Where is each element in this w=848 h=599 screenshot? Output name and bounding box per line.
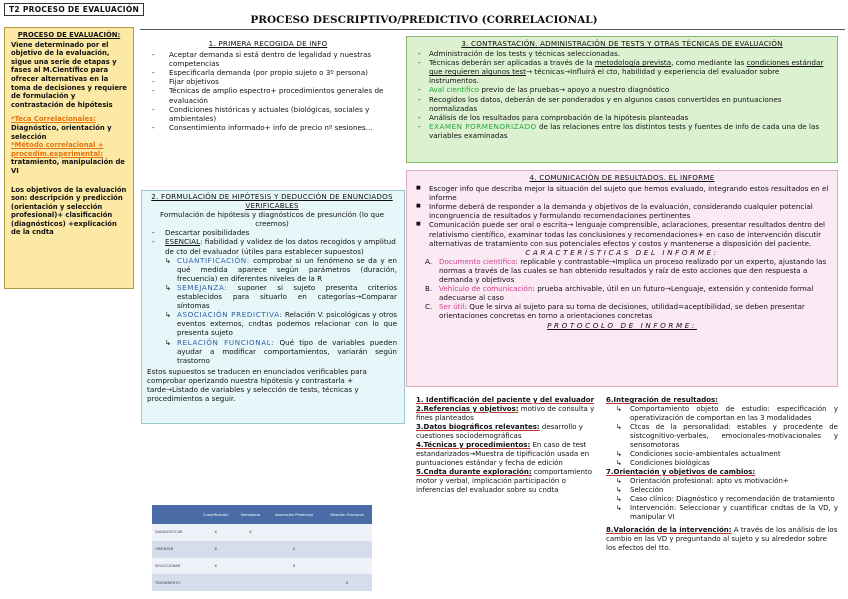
table-cell: DIAGNOSTICAR: [152, 524, 196, 541]
list-text: → técnicas→Influirá el cto, habilidad y experiencia del evaluador sobre instrumentos.: [429, 67, 780, 86]
essential-label: ESENCIAL: [165, 237, 201, 247]
section-2-outro: Estos supuestos se traducen en enunciados verificables para comprobar operizando nuestra hipótesis y contrastarla + tarde→Listado de variables y selección de tests, técnicas y procedimientos a seguir.: [147, 366, 367, 404]
arrow-bullet-icon: ↳: [616, 405, 622, 413]
section-4-heading: 4. COMUNICACIÓN DE RESULTADOS. EL INFORME: [529, 173, 715, 182]
protocol-item-label: 3.Datos biográficos relevantes:: [416, 423, 540, 431]
table-cell: X: [235, 524, 266, 541]
table-cell: [196, 574, 235, 591]
list-key: Aval científico: [429, 85, 480, 95]
arrow-bullet-icon: ↳: [616, 504, 622, 512]
list-text: : Que le sirva al sujeto para su toma de decisiones, utilidad=aceptibilidad, se deben presentar orientaciones concretas en torno a orientaciones concretas: [439, 302, 805, 321]
list-text: Intervención: Seleccionar y cuantificar cndtas de la VD, y manipular VI: [630, 504, 838, 521]
list-item: - Especificarla demanda (por propio sujeto o 3º persona): [147, 68, 389, 77]
list-item: - Administración de los tests y técnicas seleccionadas.: [413, 49, 831, 58]
list-key: Vehículo de comunicación: [439, 284, 533, 294]
list-item: ■ Comunicación puede ser oral o escrita→ lenguaje comprensible, aclaraciones, presentar resultados dentro del relativismo científico, examinar todas las conclusiones y recomendaciones+ en caso de intervención discutir alternativas de tratamiento con sus potenciales efectos y costos y mantenerse a disposición del paciente.: [413, 220, 831, 247]
protocol-item-label: 5.Cndta durante exploración:: [416, 468, 532, 476]
list-text: : prueba archivable, útil en un futuro→Lenguaje, extensión y contenido formal adecuarse al caso: [439, 284, 814, 303]
hypothesis-type-text: Relación V. psicológicas y otros eventos externos, cndtas podemos relacionar con lo que presenta sujeto: [177, 310, 397, 338]
table-cell: X: [196, 541, 235, 558]
table-header: [152, 505, 196, 524]
table-cell: [322, 558, 372, 575]
table-row: [152, 524, 372, 541]
list-text: : replicable y contrastable→Implica un proceso realizado por un experto, ajustando las normas a través de las cuales se han obtenido resultados y raíz de esto acciones que den respuesta a demanda y objetivos: [439, 256, 827, 285]
protocol-item-8: [606, 526, 838, 553]
section-2-intro: Formulación de hipótesis y diagnósticos de presunción (lo que creemos): [159, 210, 385, 229]
list-text-underlined: metodología prevista: [594, 58, 672, 68]
list-text: , como mediante las: [671, 58, 747, 68]
hypothesis-type-similarity: [147, 283, 397, 310]
report-characteristics-heading: CARACTERÍSTICAS DEL INFORME:: [525, 247, 719, 257]
section-3-list: [413, 49, 831, 140]
evaluation-objectives-text: Los objetivos de la evaluación son: descripción y predicción (orientación y selección profesional)+ clasificación (diagnósticos) +explicación de la cndta: [11, 185, 127, 237]
protocol-item-text: desarrollo y cuestiones sociodemográficas: [416, 423, 583, 440]
hypothesis-type-label: RELACIÓN FUNCIONAL:: [177, 337, 275, 347]
hypothesis-type-label: CUANTIFICACIÓN:: [177, 255, 250, 265]
unit-tag: T2 PROCESO DE EVALUACIÓN: [4, 3, 144, 16]
list-key: Ser útil: [439, 302, 465, 312]
table-cell: [322, 541, 372, 558]
sidebar-heading: PROCESO DE EVALUACIÓN:: [17, 31, 121, 39]
list-item: [413, 85, 831, 94]
list-item: [606, 486, 838, 495]
hypothesis-type-label: SEMEJANZA:: [177, 282, 228, 292]
arrow-bullet-icon: ↳: [616, 495, 622, 503]
hypothesis-type-text: suponer si sujeto presenta criterios establecidos para situarlo en categorías→Comparar síntomas: [177, 282, 397, 311]
section-3-heading: 3. CONTRASTACIÓN. ADMINISTRACIÓN DE TESTS Y OTRAS TÉCNICAS DE EVALUACIÓN: [461, 39, 783, 48]
list-text: Ctcas de la personalidad: estables y procedente de sistcognitivo-verbales, emocionales-motivacionales y sensomotoras: [630, 423, 838, 449]
title-underline: [140, 29, 845, 30]
protocol-item-3: [416, 423, 598, 441]
report-protocol-heading: PROTOCOLO DE INFORME:: [547, 320, 697, 330]
list-text: previo de las pruebas→ apoyo a nuestro diagnóstico: [479, 85, 670, 95]
section-4-report: [406, 170, 838, 387]
list-item: [413, 58, 831, 85]
list-key: Documento científico: [439, 256, 516, 266]
list-item: [606, 405, 838, 423]
arrow-bullet-icon: ↳: [616, 477, 622, 485]
protocol-item-text: motivo de consulta y fines planteados: [416, 405, 595, 422]
hypothesis-type-predictive: [147, 310, 397, 337]
table-cell: [235, 558, 266, 575]
list-item: - Condiciones históricas y actuales (biológicas, sociales y ambientales): [147, 105, 389, 123]
list-item: [606, 504, 838, 522]
arrow-bullet-icon: ↳: [616, 450, 622, 458]
list-text: de las relaciones entre los distintos tests y fuentes de info de cada una de las variables examinadas: [429, 121, 820, 140]
list-item: [606, 459, 838, 468]
section-1-list: [147, 50, 389, 132]
table-cell: SELECCIONAR: [152, 558, 196, 575]
protocol-item-6: 6.Integración de resultados:: [606, 396, 718, 404]
list-text: Condiciones biológicas: [630, 459, 710, 467]
protocol-item-7: 7.Orientación y objetivos de cambios:: [606, 468, 756, 476]
protocol-item-4: [416, 441, 598, 468]
list-item: [606, 495, 838, 504]
arrow-bullet-icon: ↳: [616, 459, 622, 467]
correlational-techniques-label: *Teca Correlacionales:: [11, 115, 96, 124]
essential-text: : fiabilidad y validez de los datos recogidos y amplitud de cto del evaluador (útiles para establecer supuestos): [165, 237, 396, 256]
hypothesis-type-text: Qué tipo de variables pueden ayudar a modificar comportamientos, variarán según trastorno: [177, 337, 398, 365]
list-item: - Recogidos los datos, deberán de ser ponderados y en algunos casos convertidos en puntuaciones normalizadas: [413, 95, 831, 113]
section-2-list: [147, 228, 397, 255]
list-item: ■ Informe deberá de responder a la demanda y objetivos de la evaluación, considerando cualquier potencial incongruencia de resultados y formulando recomendaciones pertinentes: [413, 202, 831, 220]
table-cell: TRATAMIENTO: [152, 574, 196, 591]
hypothesis-type-text: comprobar si un fenómeno se da y en qué medida aparece según parámetros (duración, frecuencia) en diferentes niveles de la R: [177, 255, 397, 283]
table-row: [152, 574, 372, 591]
table-header: Cuantificación: [196, 505, 235, 524]
list-text: Orientación profesional: apto vs motivación+: [630, 477, 789, 485]
table-header: Asociación Predictiva: [266, 505, 322, 524]
list-item: - Consentimiento informado+ info de precio nº sesiones…: [147, 123, 389, 132]
protocol-item-text: comportamiento motor y verbal, implicación participación o inferencias del evaluador sobre su cndta: [416, 468, 593, 494]
evaluation-process-sidebar: [4, 27, 134, 289]
table-cell: [235, 574, 266, 591]
arrow-bullet-icon: ↳: [165, 255, 172, 265]
protocol-item-1: 1. Identificación del paciente y del evaluador: [416, 396, 595, 404]
protocol-item-label: 8.Valoración de la intervención:: [606, 526, 732, 534]
list-item: - Aceptar demanda si está dentro de legalidad y nuestras competencias: [147, 50, 389, 68]
hypothesis-type-label: ASOCIACIÓN PREDICTIVA:: [177, 310, 283, 320]
table-cell: ORIENTAR: [152, 541, 196, 558]
objectives-table: [152, 505, 372, 591]
list-text: Selección: [630, 486, 664, 494]
protocol-item-text: En caso de test estandarizados→Muestra de tipificación usada en puntuaciones estándar y fecha de edición: [416, 441, 590, 467]
section-1-heading: 1. PRIMERA RECOGIDA DE INFO: [208, 39, 328, 48]
sidebar-intro: Viene determinado por el objetivo de la evaluación, sigue una serie de etapas y fases al M.Científico para ofrecer alternativas en la toma de decisiones y requiere de formulación y contrastación de hipótesis: [11, 40, 127, 109]
table-row: [152, 558, 372, 575]
correlational-method-label: *Método correlacional + procedim.experimental:: [11, 141, 104, 158]
table-cell: X: [196, 558, 235, 575]
protocol-item-label: 2.Referencias y objetivos:: [416, 405, 519, 413]
arrow-bullet-icon: ↳: [165, 310, 172, 320]
arrow-bullet-icon: ↳: [616, 486, 622, 494]
list-item: [413, 122, 831, 140]
list-marker: C.: [425, 302, 433, 312]
table-cell: X: [196, 524, 235, 541]
protocol-left-column: [412, 394, 602, 598]
list-item: - Técnicas de amplio espectro+ procedimientos generales de evaluación: [147, 86, 389, 104]
arrow-bullet-icon: ↳: [165, 337, 172, 347]
list-item: - Descartar posibilidades: [147, 228, 397, 237]
protocol-item-label: 4.Técnicas y procedimientos:: [416, 441, 531, 449]
hypothesis-type-functional: [147, 338, 397, 365]
table-header-row: [152, 505, 372, 524]
list-key: EXAMEN PORMENORIZADO: [429, 121, 537, 131]
list-item: [413, 302, 831, 320]
list-item: [413, 257, 831, 284]
list-item: [606, 450, 838, 459]
table-header: Semejanza: [235, 505, 266, 524]
list-text: Técnicas deberán ser aplicadas a través de la: [429, 58, 595, 68]
report-characteristics-list: [413, 257, 831, 321]
protocol-item-text: A través de los análisis de los cambio en las VD y preguntando al sujeto y su alrededor sobre los efectos del tto.: [606, 526, 838, 552]
table-cell: X: [322, 574, 372, 591]
list-text: Caso clínico: Diagnóstico y recomendación de tratamiento: [630, 495, 835, 503]
section-1-first-info: [141, 37, 395, 177]
list-item: ■ Escoger info que describa mejor la situación del sujeto que hemos evaluado, integrando estos resultados en el informe: [413, 184, 831, 202]
list-item: [147, 237, 397, 255]
table-cell: [266, 574, 322, 591]
list-text-underlined: condiciones estándar que requieren algunos test: [429, 58, 824, 77]
section-3-contrast: [406, 36, 838, 163]
protocol-item-2: [416, 405, 598, 423]
list-item: - Fijar objetivos: [147, 77, 389, 86]
list-text: Condiciones socio-ambientales actualment: [630, 450, 781, 458]
list-item: [413, 284, 831, 302]
table-cell: X: [266, 558, 322, 575]
list-marker: B.: [425, 284, 433, 294]
list-marker: A.: [425, 256, 433, 266]
hypothesis-type-quantification: [147, 256, 397, 283]
correlational-techniques-text: Diagnóstico, orientación y selección: [11, 123, 112, 141]
page-title: PROCESO DESCRIPTIVO/PREDICTIVO (CORRELACIONAL): [250, 14, 598, 26]
protocol-right-column: [602, 394, 842, 598]
list-item: - Análisis de los resultados para comprobación de la hipótesis planteadas: [413, 113, 831, 122]
protocol-item-5: [416, 468, 598, 495]
table-cell: [266, 524, 322, 541]
table-cell: X: [266, 541, 322, 558]
table-cell: [235, 541, 266, 558]
table-cell: [322, 524, 372, 541]
list-item: [606, 477, 838, 486]
table-row: [152, 541, 372, 558]
list-item: [606, 423, 838, 450]
arrow-bullet-icon: ↳: [165, 282, 172, 292]
table-header: Relación Funcional: [322, 505, 372, 524]
list-text: Comportamiento objeto de estudio: especificación y operativización de comportan en las 3 modalidades: [630, 405, 838, 422]
section-4-list: [413, 184, 831, 248]
arrow-bullet-icon: ↳: [616, 423, 622, 431]
correlational-method-text: tratamiento, manipulación de VI: [11, 158, 125, 175]
section-2-heading: 2. FORMULACIÓN DE HIPÓTESIS Y DEDUCCIÓN DE ENUNCIADOS VERIFICABLES: [151, 192, 393, 211]
